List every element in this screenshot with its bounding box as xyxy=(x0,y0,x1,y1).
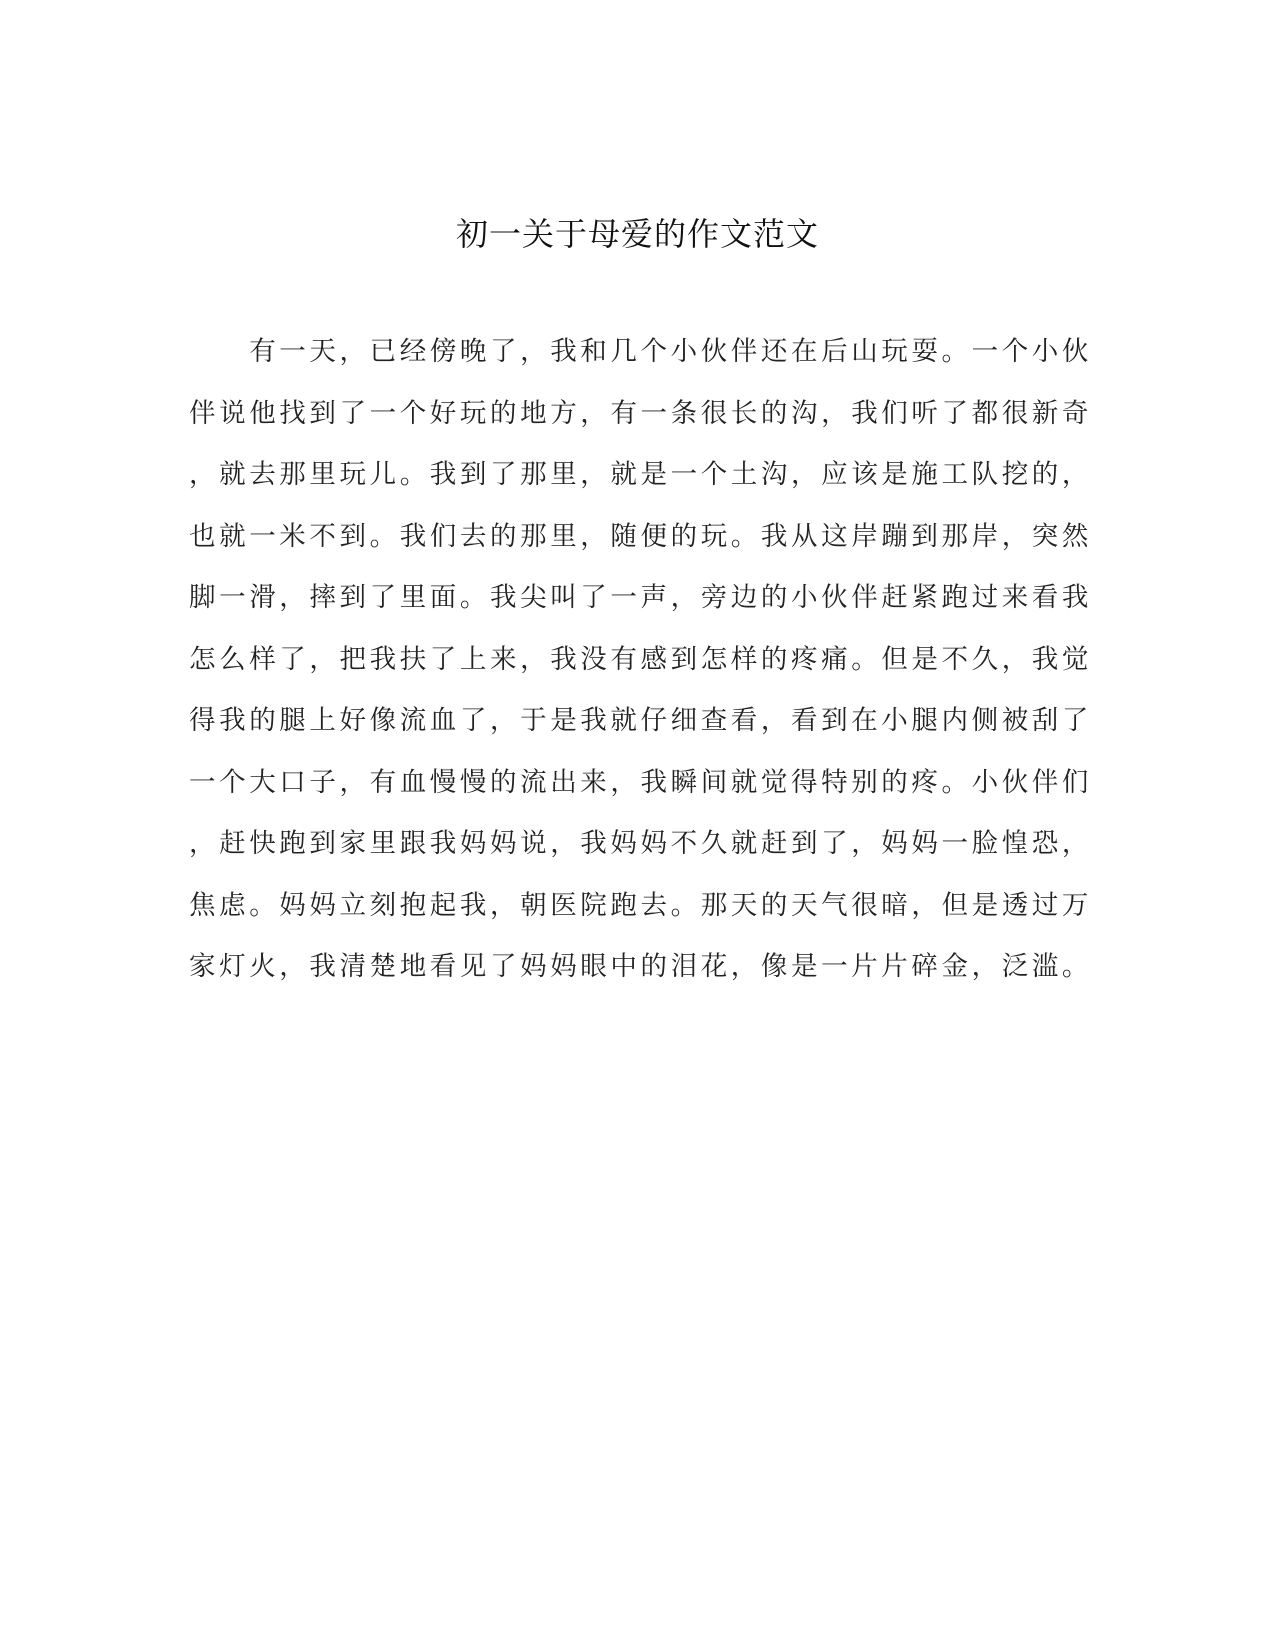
essay-line: 脚一滑，摔到了里面。我尖叫了一声，旁边的小伙伴赶紧跑过来看我 xyxy=(189,582,1092,613)
essay-line: 怎么样了，把我扶了上来，我没有感到怎样的疼痛。但是不久，我觉 xyxy=(189,643,1092,675)
essay-body xyxy=(189,330,1092,1007)
essay-line: 一个大口子，有血慢慢的流出来，我瞬间就觉得特别的疼。小伙伴们 xyxy=(189,766,1092,798)
essay-line: 也就一米不到。我们去的那里，随便的玩。我从这岸蹦到那岸，突然 xyxy=(189,520,1092,552)
document-title: 初一关于母爱的作文范文 xyxy=(455,215,819,253)
essay-line: 伴说他找到了一个好玩的地方，有一条很长的沟，我们听了都很新奇 xyxy=(189,397,1092,429)
essay-line: 得我的腿上好像流血了，于是我就仔细查看，看到在小腿内侧被刮了 xyxy=(189,705,1092,736)
essay-line: ，就去那里玩儿。我到了那里，就是一个土沟，应该是施工队挖的， xyxy=(189,459,1092,490)
essay-line: 家灯火，我清楚地看见了妈妈眼中的泪花，像是一片片碎金，泛滥。 xyxy=(189,951,1092,982)
essay-line: ，赶快跑到家里跟我妈妈说，我妈妈不久就赶到了，妈妈一脸惶恐， xyxy=(189,828,1092,859)
essay-line: 有一天，已经傍晚了，我和几个小伙伴还在后山玩耍。一个小伙 xyxy=(189,336,1092,367)
essay-line: 焦虑。妈妈立刻抱起我，朝医院跑去。那天的天气很暗，但是透过万 xyxy=(189,889,1092,921)
